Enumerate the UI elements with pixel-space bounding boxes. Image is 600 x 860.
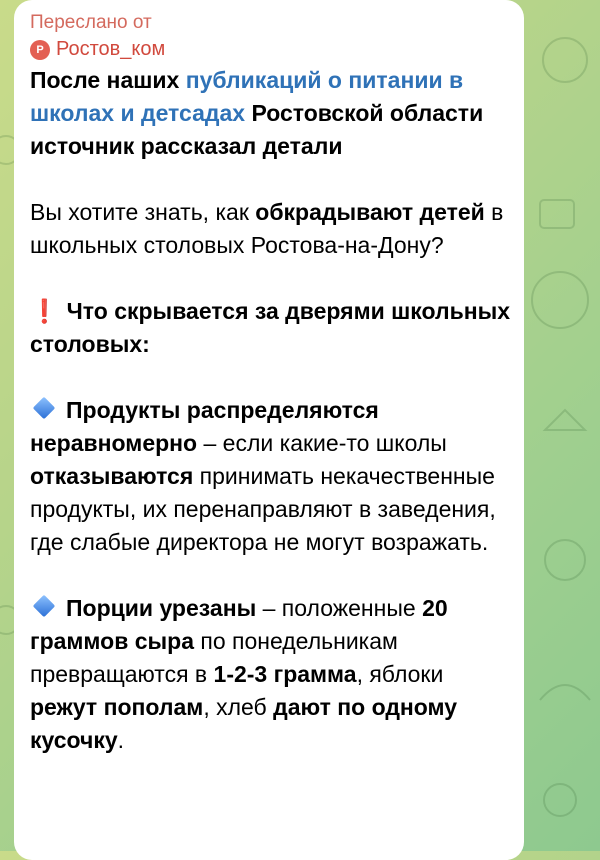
publications-link[interactable]: публикаций о питании в школах и детсадах — [30, 67, 464, 126]
point2-text-5: . — [117, 727, 125, 753]
intro-paragraph — [30, 196, 516, 262]
forwarded-from-label: Переслано от — [30, 12, 152, 33]
intro-text-2: в школьных столовых Ростова-на-Дону? — [30, 199, 504, 258]
forwarded-channel[interactable] — [30, 38, 165, 61]
intro-bold: обкрадывают детей — [255, 199, 485, 225]
point-2 — [30, 592, 516, 757]
point1-text-2: принимать некачественные продукты, их перенаправляют в заведения, где слабые директора не могут возражать. — [30, 463, 496, 555]
headline-text-1: После наших — [30, 67, 186, 93]
point1-bold-2: отказываются — [30, 463, 194, 489]
channel-name[interactable]: Ростов_ком — [56, 38, 166, 60]
point2-bold-2: 20 граммов сыра — [30, 595, 448, 654]
message-bubble — [14, 0, 524, 860]
headline — [30, 64, 516, 163]
point2-text-1: – положенные — [256, 595, 423, 621]
section-title-text: Что скрывается за дверями школьных столовых: — [30, 298, 511, 357]
headline-text-2: Ростовской области источник рассказал детали — [30, 100, 484, 159]
point2-text-4: , хлеб — [203, 694, 274, 720]
point1-bold-1: Продукты распределяются неравномерно — [30, 397, 379, 456]
section-title — [30, 295, 516, 361]
point-1 — [30, 394, 516, 559]
point1-text-1: – если какие-то школы — [197, 430, 447, 456]
point2-text-3: , яблоки — [356, 661, 444, 687]
blue-diamond-icon — [33, 595, 56, 618]
point2-bold-1: Порции урезаны — [66, 595, 257, 621]
message-text — [30, 64, 516, 757]
channel-avatar[interactable]: Р — [30, 40, 50, 60]
exclamation-icon: ❗ — [30, 298, 59, 324]
intro-text-1: Вы хотите знать, как — [30, 199, 256, 225]
point2-bold-4: режут пополам — [30, 694, 204, 720]
point2-bold-5: дают по одному кусочку — [30, 694, 458, 753]
point2-bold-3: 1-2-3 грамма — [213, 661, 357, 687]
blue-diamond-icon — [33, 397, 56, 420]
point2-text-2: по понедельникам превращаются в — [30, 628, 398, 687]
